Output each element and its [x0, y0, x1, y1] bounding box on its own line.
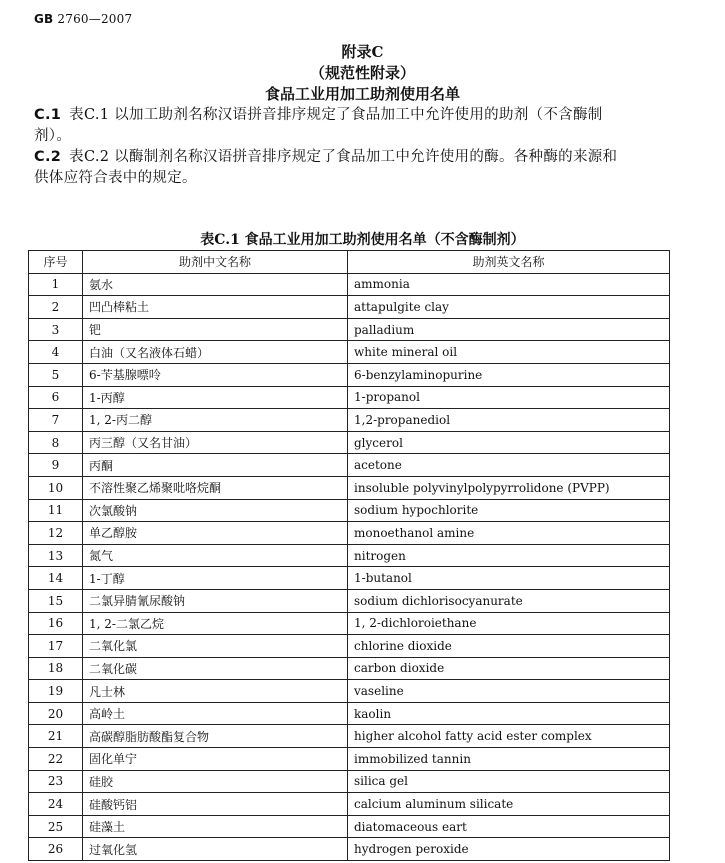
- table-row: [29, 522, 670, 545]
- cell-english-name: sodium dichlorisocyanurate: [348, 589, 670, 612]
- header-serial-number: 序号: [29, 251, 83, 274]
- cell-english-name: acetone: [348, 454, 670, 477]
- cell-serial-number: 5: [29, 363, 83, 386]
- cell-english-name: ammonia: [348, 273, 670, 296]
- cell-english-name: hydrogen peroxide: [348, 838, 670, 861]
- cell-serial-number: 3: [29, 318, 83, 341]
- paragraph-text-continued: 剂）。: [34, 128, 72, 144]
- cell-chinese-name: 1, 2-丙二醇: [83, 409, 348, 432]
- cell-english-name: 6-benzylaminopurine: [348, 363, 670, 386]
- table-row: [29, 499, 670, 522]
- table-row: [29, 635, 670, 658]
- cell-serial-number: 16: [29, 612, 83, 635]
- cell-serial-number: 2: [29, 296, 83, 319]
- cell-serial-number: 26: [29, 838, 83, 861]
- cell-chinese-name: 1, 2-二氯乙烷: [83, 612, 348, 635]
- cell-chinese-name: 硅藻土: [83, 815, 348, 838]
- table-row: [29, 748, 670, 771]
- cell-chinese-name: 1-丁醇: [83, 567, 348, 590]
- appendix-title: 附录C: [341, 43, 384, 61]
- cell-chinese-name: 氮气: [83, 544, 348, 567]
- cell-chinese-name: 白油（又名液体石蜡）: [83, 341, 348, 364]
- paragraph-number: C.2: [34, 149, 62, 165]
- cell-serial-number: 21: [29, 725, 83, 748]
- cell-english-name: 1, 2-dichloroiethane: [348, 612, 670, 635]
- table-row: [29, 815, 670, 838]
- cell-serial-number: 25: [29, 815, 83, 838]
- table-row: [29, 341, 670, 364]
- cell-english-name: vaseline: [348, 680, 670, 703]
- table-row: [29, 544, 670, 567]
- cell-serial-number: 20: [29, 702, 83, 725]
- cell-chinese-name: 1-丙醇: [83, 386, 348, 409]
- table-body: [29, 273, 670, 860]
- cell-serial-number: 18: [29, 657, 83, 680]
- table-row: [29, 702, 670, 725]
- cell-chinese-name: 过氧化氢: [83, 838, 348, 861]
- cell-english-name: 1-propanol: [348, 386, 670, 409]
- standard-prefix: GB: [34, 12, 54, 26]
- table-row: [29, 476, 670, 499]
- cell-chinese-name: 单乙醇胺: [83, 522, 348, 545]
- paragraph-c1: [34, 105, 670, 147]
- cell-chinese-name: 丙酮: [83, 454, 348, 477]
- table-row: [29, 838, 670, 861]
- cell-chinese-name: 二氯异腈氰尿酸钠: [83, 589, 348, 612]
- cell-serial-number: 24: [29, 793, 83, 816]
- standard-number: 2760—2007: [57, 12, 133, 26]
- cell-english-name: immobilized tannin: [348, 748, 670, 771]
- paragraph-text-continued: 供体应符合表中的规定。: [34, 170, 197, 186]
- table-row: [29, 318, 670, 341]
- table-row: [29, 725, 670, 748]
- cell-english-name: nitrogen: [348, 544, 670, 567]
- cell-serial-number: 9: [29, 454, 83, 477]
- cell-english-name: monoethanol amine: [348, 522, 670, 545]
- cell-serial-number: 8: [29, 431, 83, 454]
- standard-code: [34, 12, 132, 26]
- table-row: [29, 386, 670, 409]
- cell-chinese-name: 凹凸棒粘土: [83, 296, 348, 319]
- paragraph-text: 表C.1 以加工助剂名称汉语拼音排序规定了食品加工中允许使用的助剂（不含酶制: [69, 107, 603, 123]
- table-row: [29, 770, 670, 793]
- table-header-row: [29, 251, 670, 274]
- table-caption: 表C.1 食品工业用加工助剂使用名单（不含酶制剂）: [200, 232, 525, 248]
- cell-serial-number: 12: [29, 522, 83, 545]
- cell-serial-number: 7: [29, 409, 83, 432]
- cell-chinese-name: 丙三醇（又名甘油）: [83, 431, 348, 454]
- cell-serial-number: 19: [29, 680, 83, 703]
- cell-serial-number: 23: [29, 770, 83, 793]
- cell-english-name: palladium: [348, 318, 670, 341]
- cell-serial-number: 1: [29, 273, 83, 296]
- appendix-subtitle: （规范性附录）: [309, 64, 415, 82]
- cell-serial-number: 17: [29, 635, 83, 658]
- cell-chinese-name: 高岭土: [83, 702, 348, 725]
- cell-english-name: sodium hypochlorite: [348, 499, 670, 522]
- cell-serial-number: 4: [29, 341, 83, 364]
- table-row: [29, 409, 670, 432]
- table-row: [29, 612, 670, 635]
- cell-chinese-name: 二氧化氯: [83, 635, 348, 658]
- cell-serial-number: 11: [29, 499, 83, 522]
- cell-chinese-name: 氨水: [83, 273, 348, 296]
- cell-serial-number: 10: [29, 476, 83, 499]
- cell-chinese-name: 二氧化碳: [83, 657, 348, 680]
- cell-english-name: higher alcohol fatty acid ester complex: [348, 725, 670, 748]
- cell-chinese-name: 硅胶: [83, 770, 348, 793]
- cell-english-name: 1,2-propanediol: [348, 409, 670, 432]
- processing-aids-table: [28, 250, 670, 861]
- table-row: [29, 363, 670, 386]
- cell-chinese-name: 次氯酸钠: [83, 499, 348, 522]
- cell-english-name: glycerol: [348, 431, 670, 454]
- cell-english-name: attapulgite clay: [348, 296, 670, 319]
- table-row: [29, 296, 670, 319]
- cell-english-name: diatomaceous eart: [348, 815, 670, 838]
- table-row: [29, 793, 670, 816]
- cell-english-name: silica gel: [348, 770, 670, 793]
- cell-serial-number: 15: [29, 589, 83, 612]
- cell-chinese-name: 6-苄基腺嘌呤: [83, 363, 348, 386]
- cell-serial-number: 14: [29, 567, 83, 590]
- table-row: [29, 567, 670, 590]
- cell-chinese-name: 凡士林: [83, 680, 348, 703]
- appendix-heading: 食品工业用加工助剂使用名单: [264, 85, 460, 103]
- cell-english-name: kaolin: [348, 702, 670, 725]
- cell-english-name: insoluble polyvinylpolypyrrolidone (PVPP): [348, 476, 670, 499]
- cell-english-name: 1-butanol: [348, 567, 670, 590]
- cell-english-name: calcium aluminum silicate: [348, 793, 670, 816]
- paragraph-text: 表C.2 以酶制剂名称汉语拼音排序规定了食品加工中允许使用的酶。各种酶的来源和: [69, 149, 618, 165]
- cell-english-name: white mineral oil: [348, 341, 670, 364]
- cell-chinese-name: 硅酸钙铝: [83, 793, 348, 816]
- table-row: [29, 680, 670, 703]
- table-row: [29, 454, 670, 477]
- table-row: [29, 273, 670, 296]
- cell-serial-number: 22: [29, 748, 83, 771]
- cell-serial-number: 13: [29, 544, 83, 567]
- cell-serial-number: 6: [29, 386, 83, 409]
- table-row: [29, 589, 670, 612]
- table-row: [29, 431, 670, 454]
- paragraph-number: C.1: [34, 107, 62, 123]
- cell-english-name: chlorine dioxide: [348, 635, 670, 658]
- cell-english-name: carbon dioxide: [348, 657, 670, 680]
- cell-chinese-name: 钯: [83, 318, 348, 341]
- table-row: [29, 657, 670, 680]
- paragraph-c2: [34, 147, 670, 189]
- cell-chinese-name: 固化单宁: [83, 748, 348, 771]
- cell-chinese-name: 不溶性聚乙烯聚吡咯烷酮: [83, 476, 348, 499]
- header-english-name: 助剂英文名称: [348, 251, 670, 274]
- cell-chinese-name: 高碳醇脂肪酸酯复合物: [83, 725, 348, 748]
- header-chinese-name: 助剂中文名称: [83, 251, 348, 274]
